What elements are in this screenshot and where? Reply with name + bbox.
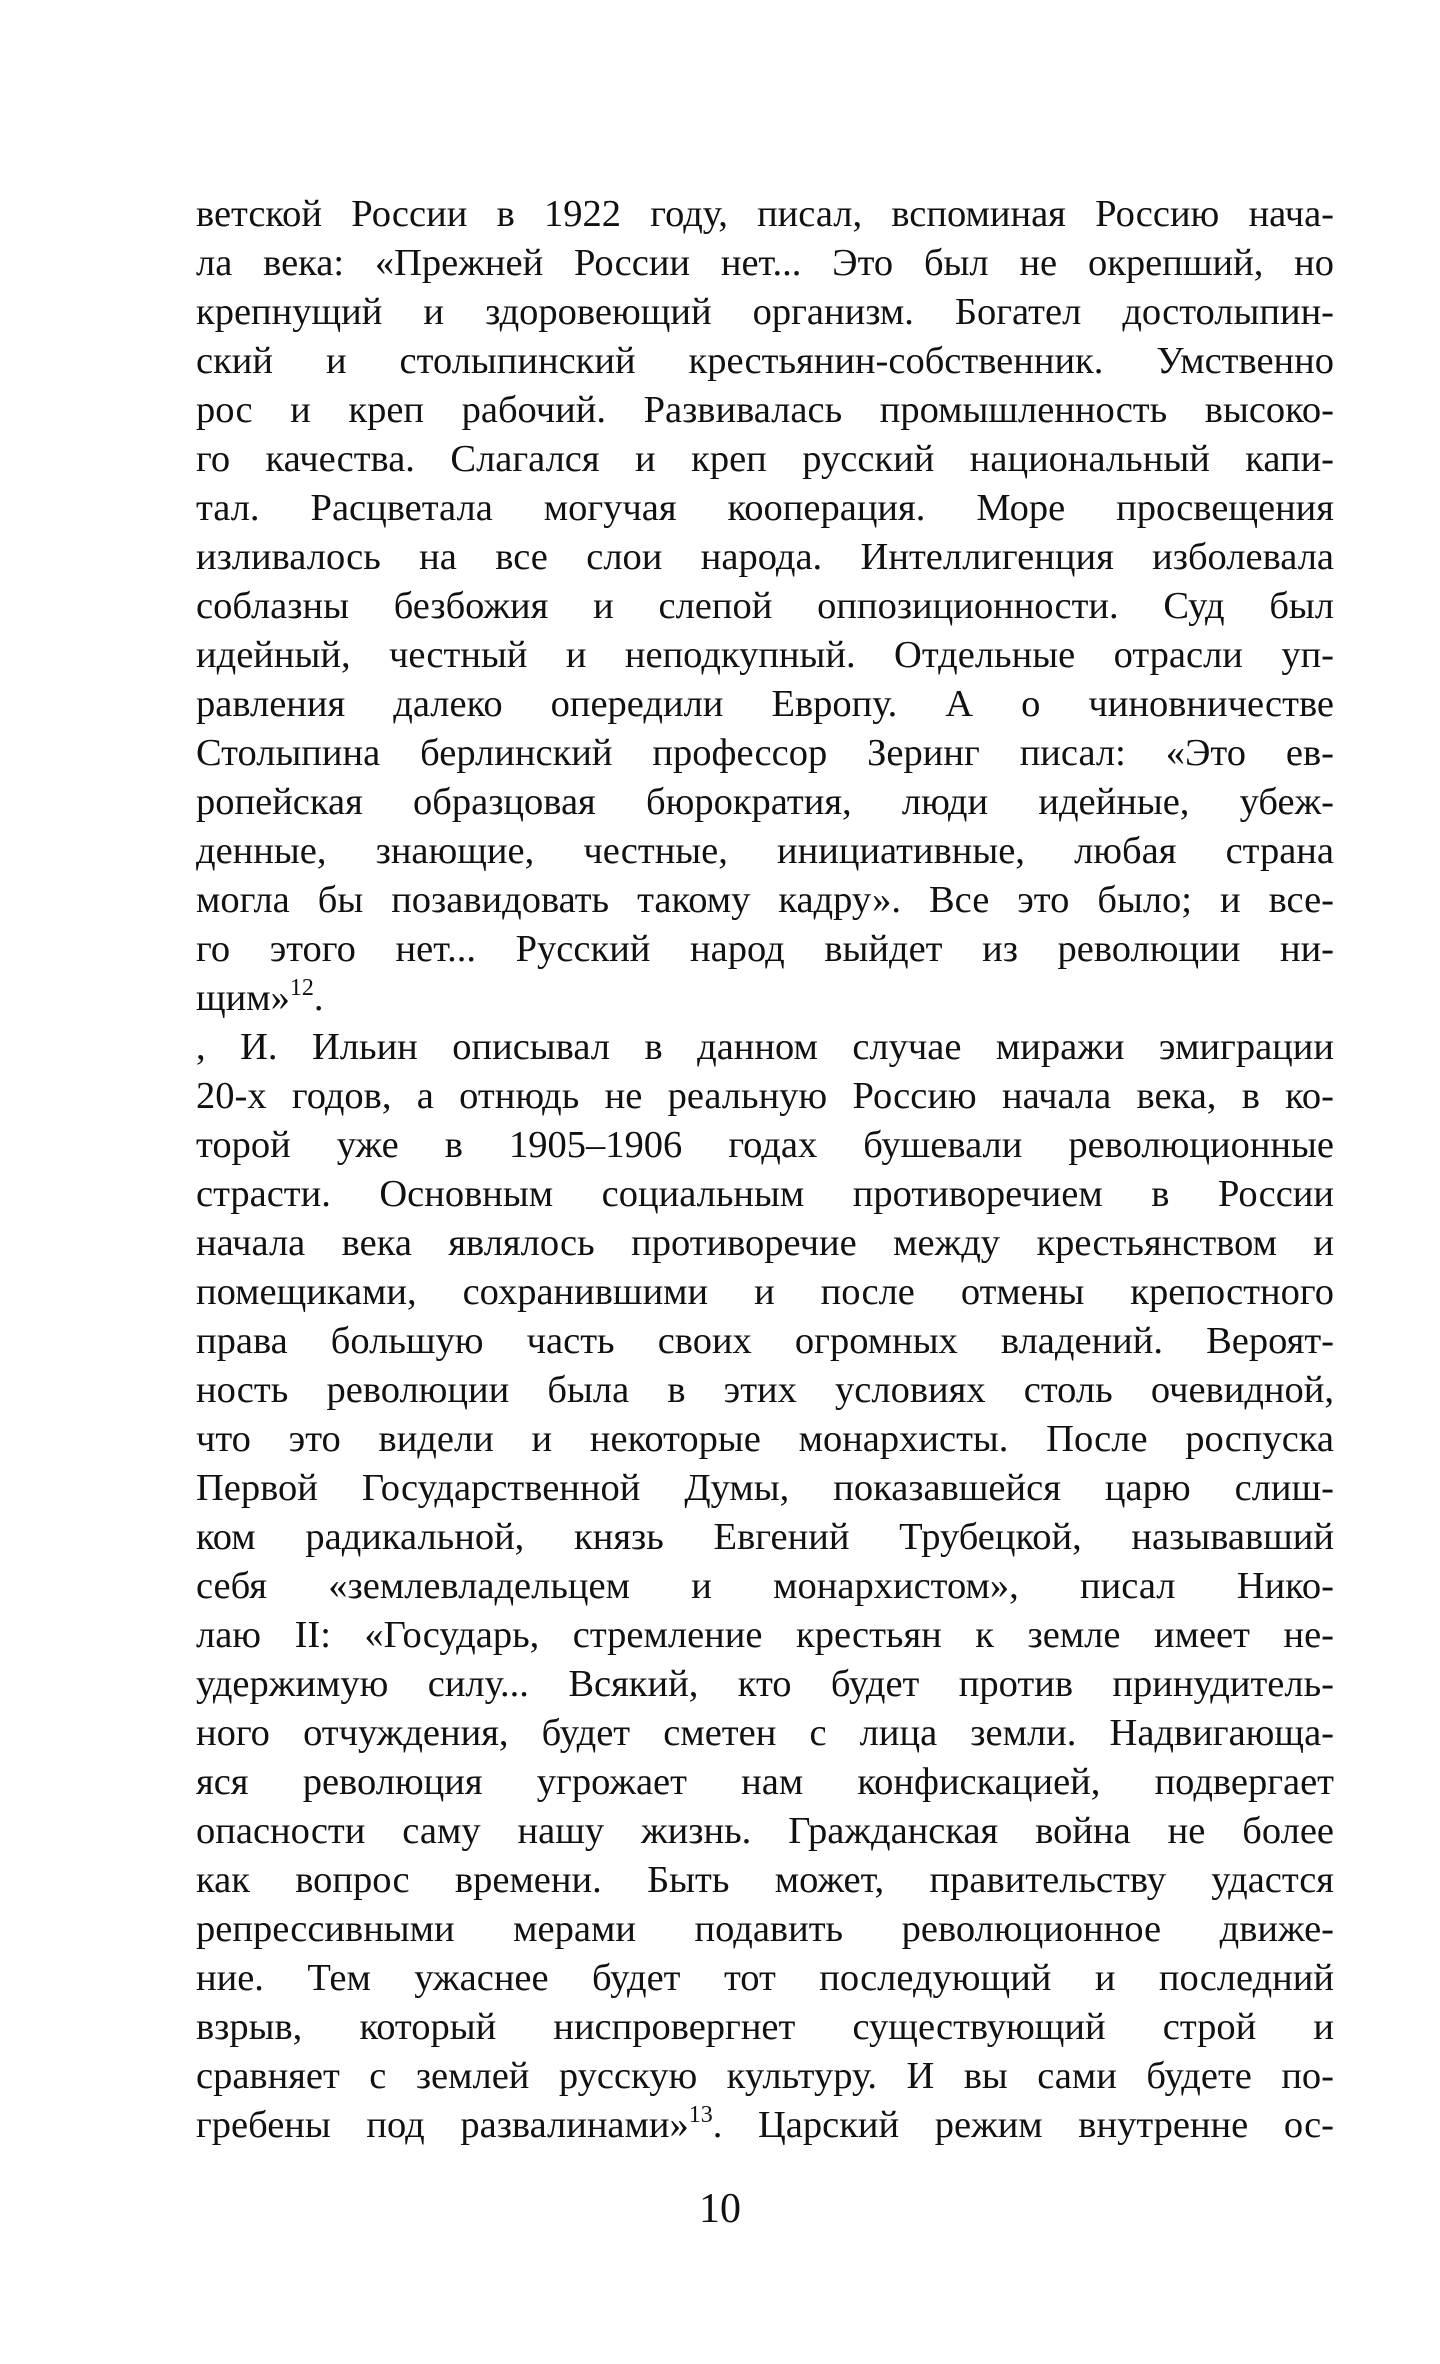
text-line: , И. Ильин описывал в данном случае миражи эмиграции	[196, 1026, 1334, 1068]
text-line: ность революции была в этих условиях столь очевидной,	[196, 1369, 1334, 1411]
footnote-ref-12[interactable]: 12	[289, 975, 314, 1001]
text-line: могла бы позавидовать такому кадру». Все это было; и все-	[196, 879, 1334, 921]
text-line: 20-х годов, а отнюдь не реальную Россию начала века, в ко-	[196, 1075, 1334, 1117]
line-text: щим»	[196, 977, 290, 1019]
text-line: ние. Тем ужаснее будет тот последующий и последний	[196, 1957, 1334, 1999]
text-line: изливалось на все слои народа. Интеллигенция изболевала	[196, 536, 1334, 578]
paragraph-1	[196, 190, 1334, 1023]
text-line: ла века: «Прежней России нет... Это был не окрепший, но	[196, 242, 1334, 284]
text-line: крепнущий и здоровеющий организм. Богател достолыпин-	[196, 291, 1334, 333]
text-line: лаю II: «Государь, стремление крестьян к земле имеет не-	[196, 1614, 1334, 1656]
page-body-text	[196, 190, 1334, 2150]
text-line: права большую часть своих огромных владений. Вероят-	[196, 1320, 1334, 1362]
text-line-with-footnote	[196, 2101, 1334, 2150]
text-line: тал. Расцветала могучая кооперация. Море просвещения	[196, 487, 1334, 529]
footnote-ref-13[interactable]: 13	[688, 2102, 713, 2128]
text-line: яся революция угрожает нам конфискацией, подвергает	[196, 1761, 1334, 1803]
text-line: помещиками, сохранившими и после отмены крепостного	[196, 1271, 1334, 1313]
text-line: идейный, честный и неподкупный. Отдельные отрасли уп-	[196, 634, 1334, 676]
line-text: . Царский режим внутренне ос-	[712, 2104, 1334, 2146]
text-line: торой уже в 1905–1906 годах бушевали революционные	[196, 1124, 1334, 1166]
line-text: гребены под развалинами»	[196, 2104, 689, 2146]
text-line: равления далеко опередили Европу. А о чиновничестве	[196, 683, 1334, 725]
text-line: ного отчуждения, будет сметен с лица земли. Надвигающа-	[196, 1712, 1334, 1754]
text-line: ропейская образцовая бюрократия, люди идейные, убеж-	[196, 781, 1334, 823]
text-line: го этого нет... Русский народ выйдет из революции ни-	[196, 928, 1334, 970]
text-line: репрессивными мерами подавить революционное движе-	[196, 1908, 1334, 1950]
page-number: 10	[699, 2186, 741, 2232]
text-line: ветской России в 1922 году, писал, вспоминая Россию нача-	[196, 193, 1334, 235]
text-line: удержимую силу... Всякий, кто будет против принудитель-	[196, 1663, 1334, 1705]
text-line: ком радикальной, князь Евгений Трубецкой, называвший	[196, 1516, 1334, 1558]
line-punct: .	[313, 977, 324, 1019]
text-line: что это видели и некоторые монархисты. После роспуска	[196, 1418, 1334, 1460]
text-line: как вопрос времени. Быть может, правительству удастся	[196, 1859, 1334, 1901]
text-line-last	[196, 974, 1334, 1023]
text-line: Столыпина берлинский профессор Зеринг писал: «Это ев-	[196, 732, 1334, 774]
text-line: страсти. Основным социальным противоречием в России	[196, 1173, 1334, 1215]
text-line: соблазны безбожия и слепой оппозиционности. Суд был	[196, 585, 1334, 627]
text-line: Первой Государственной Думы, показавшейся царю слиш-	[196, 1467, 1334, 1509]
text-line: взрыв, который ниспровергнет существующий строй и	[196, 2006, 1334, 2048]
paragraph-2	[196, 1023, 1334, 2150]
text-line: начала века являлось противоречие между крестьянством и	[196, 1222, 1334, 1264]
text-line: го качества. Слагался и креп русский национальный капи-	[196, 438, 1334, 480]
text-line: рос и креп рабочий. Развивалась промышленность высоко-	[196, 389, 1334, 431]
text-line: себя «землевладельцем и монархистом», писал Нико-	[196, 1565, 1334, 1607]
text-line: денные, знающие, честные, инициативные, любая страна	[196, 830, 1334, 872]
text-line: ский и столыпинский крестьянин-собственник. Умственно	[196, 340, 1334, 382]
text-line: сравняет с землей русскую культуру. И вы сами будете по-	[196, 2055, 1334, 2097]
text-line: опасности саму нашу жизнь. Гражданская война не более	[196, 1810, 1334, 1852]
